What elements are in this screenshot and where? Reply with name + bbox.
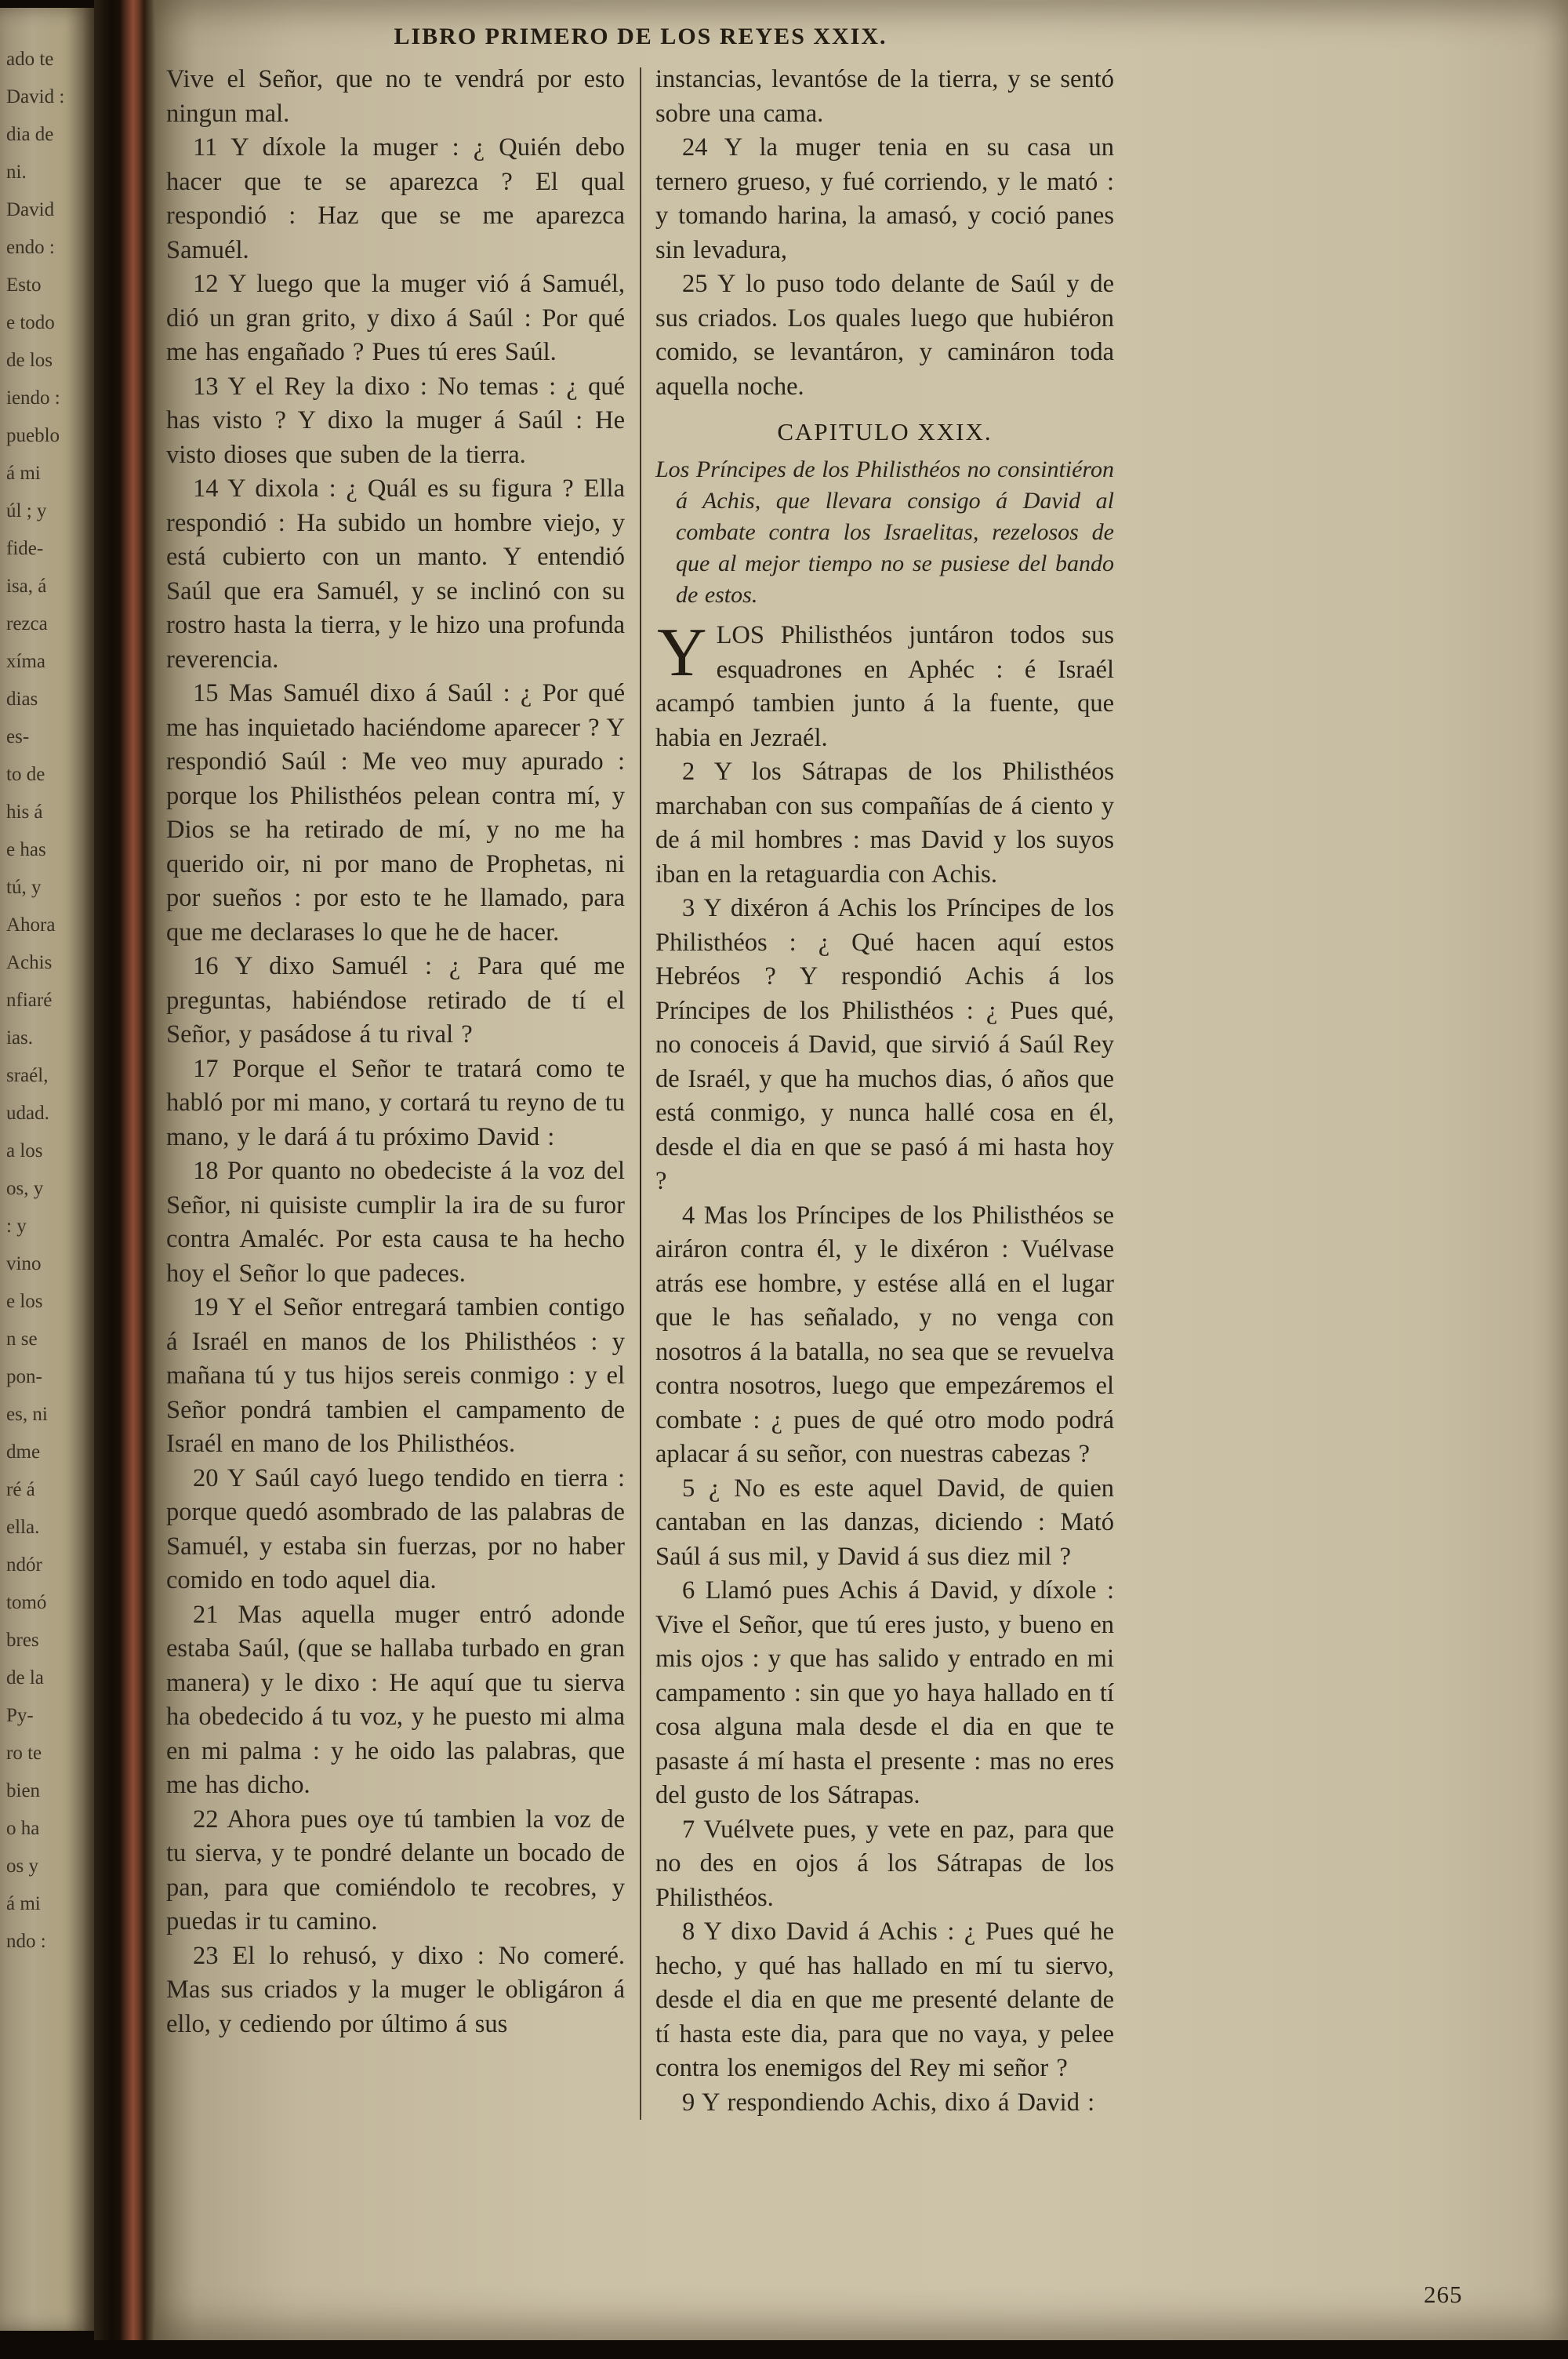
margin-line-fragment: ré á [6,1479,35,1500]
verse-paragraph: 25 Y lo puso todo delante de Saúl y de sus criados. Los quales luego que hubiéron comido, se levantáron, y camináron toda aquella noche. [655,270,1114,401]
margin-fragments [0,8,94,1961]
previous-page-edge [0,8,94,2331]
verse-paragraph: 6 Llamó pues Achis á David, y díxole : Vive el Señor, que tú eres justo, y bueno en mis ojos : y que has salido y entrado en mi campamento : sin que yo haya hallado en tí cosa alguna mala desde el dia en que te pasaste á mí hasta el presente : mas no eres del gusto de los Sátrapas. [655,1576,1114,1809]
margin-line-fragment: á mi [6,463,41,484]
margin-line-fragment: pon- [6,1366,42,1387]
verse-paragraph: 16 Y dixo Samuél : ¿ Para qué me preguntas, habiéndose retirado de tí el Señor, y pasádose á tu rival ? [166,952,625,1049]
verse-paragraph: 4 Mas los Príncipes de los Philisthéos se airáron contra él, y le dixéron : Vuélvase atrás ese hombre, y estése allá en el lugar que le has señalado, y no venga con nosotros á la batalla, no sea que se revuelva contra nosotros, luego que empezáremos el combate : ¿ pues de qué otro modo podrá aplacar á su señor, con nuestras cabezas ? [655,1201,1114,1468]
verse-paragraph: 12 Y luego que la muger vió á Samuél, dió un gran grito, y dixo á Saúl : Por qué me has engañado ? Pues tú eres Saúl. [166,270,625,366]
margin-line-fragment: Ahora [6,914,56,936]
verse-paragraph: 15 Mas Samuél dixo á Saúl : ¿ Por qué me has inquietado haciéndome aparecer ? Y respondió Saúl : Me veo muy apurado : porque los Philisthéos pelean contra mí, y Dios se ha retirado de mí, y no me ha querido oir, ni por mano de Prophetas, ni por sueños : por esto te he llamado, para que me declarases lo que he de hacer. [166,679,625,947]
verse-paragraph: 24 Y la muger tenia en su casa un ternero grueso, y fué corriendo, y le mató : y tomando harina, la amasó, y coció panes sin levadura, [655,133,1114,264]
margin-line-fragment: ro te [6,1743,42,1764]
margin-line-fragment: bres [6,1630,39,1651]
verse-paragraph: 7 Vuélvete pues, y vete en paz, para que no des en ojos á los Sátrapas de los Philisthéos. [655,1815,1114,1912]
margin-line-fragment: dias [6,689,38,710]
margin-line-fragment: ella. [6,1517,40,1538]
margin-line-fragment: tú, y [6,877,42,898]
margin-line-fragment: sraél, [6,1065,49,1086]
margin-line-fragment: es, ni [6,1404,48,1425]
verse-paragraph: 3 Y dixéron á Achis los Príncipes de los Philisthéos : ¿ Qué hacen aquí estos Hebréos ? Y respondió Achis á los Príncipes de los Philisthéos : ¿ Pues qué, no conoceis á David, que sirvió á Saúl Rey de Israél, y que ha muchos dias, ó años que está conmigo, y nunca hallé cosa en él, desde el dia en que se pasó á mi hasta hoy ? [655,894,1114,1195]
chapter-heading: CAPITULO XXIX. [777,418,993,445]
left-column [166,63,625,2120]
margin-line-fragment: a los [6,1140,43,1161]
verse-paragraph: 2 Y los Sátrapas de los Philisthéos marchaban con sus compañías de á ciento y de á mil hombres : mas David y los suyos iban en la retaguardia con Achis. [655,758,1114,889]
verse-paragraph: 19 Y el Señor entregará tambien contigo á Israél en manos de los Philisthéos : y mañana tú y tus hijos sereis conmigo : y el Señor pondrá tambien el campamento de Israél en mano de los Philisthéos. [166,1293,625,1458]
margin-line-fragment: n se [6,1329,38,1350]
margin-line-fragment: udad. [6,1103,49,1124]
margin-line-fragment: xíma [6,651,45,672]
verse-paragraph: 21 Mas aquella muger entró adonde estaba Saúl, (que se hallaba turbado en gran manera) y le dixo : He aquí que tu sierva ha obedecido á tu voz, y he puesto mi alma en mi palma : y he oido las palabras, que me has dicho. [166,1600,625,1799]
page-number: 265 [1424,2281,1463,2308]
verse-paragraph: 20 Y Saúl cayó luego tendido en tierra : porque quedó asombrado de las palabras de Samuél, y estaba sin fuerzas, por no haber comido en todo aquel dia. [166,1463,625,1594]
margin-line-fragment: tomó [6,1592,47,1613]
verse-paragraph: 13 Y el Rey la dixo : No temas : ¿ qué has visto ? Y dixo la muger á Saúl : He visto dioses que suben de la tierra. [166,372,625,469]
margin-line-fragment: dia de [6,124,54,145]
margin-line-fragment: rezca [6,613,48,634]
margin-line-fragment: o ha [6,1818,40,1839]
verse-paragraph: 14 Y dixola : ¿ Quál es su figura ? Ella respondió : Ha subido un hombre viejo, y está cubierto con un manto. Y entendió Saúl que era Samuél, y se inclinó con su rostro hasta la tierra, y le hizo una profunda reverencia. [166,474,625,674]
margin-line-fragment: ni. [6,162,27,183]
verse-paragraph: instancias, levantóse de la tierra, y se sentó sobre una cama. [655,65,1114,128]
chapter-first-verse [655,615,1114,755]
book-page [155,0,1568,2340]
margin-line-fragment: : y [6,1216,27,1237]
margin-line-fragment: ndo : [6,1931,46,1952]
margin-line-fragment: pueblo [6,425,60,446]
verse-paragraph: 17 Porque el Señor te tratará como te habló por mi mano, y cortará tu reyno de tu mano, y le dará á tu próximo David : [166,1054,625,1151]
margin-line-fragment: ias. [6,1027,34,1049]
verse-paragraph: 5 ¿ No es este aquel David, de quien cantaban en las danzas, diciendo : Mató Saúl á sus mil, y David á sus diez mil ? [655,1474,1114,1571]
margin-line-fragment: e has [6,839,46,860]
margin-line-fragment: David [6,199,55,220]
left-column-paragraphs [166,63,625,2041]
margin-line-fragment: to de [6,764,45,785]
margin-line-fragment: bien [6,1780,41,1801]
margin-line-fragment: fide- [6,538,44,559]
margin-line-fragment: endo : [6,237,55,258]
first-verse-text: LOS Philisthéos juntáron todos sus esquadrones en Aphéc : é Israél acampó tambien junto á la fuente, que habia en Jezraél. [655,621,1114,752]
margin-line-fragment: nfiaré [6,990,53,1011]
drop-cap-letter: Y [657,615,707,691]
margin-line-fragment: es- [6,726,30,747]
text-block [166,63,1115,2120]
verse-paragraph: 23 El lo rehusó, y dixo : No comeré. Mas sus criados y la muger le obligáron á ello, y cediendo por último á sus [166,1941,625,2038]
right-column [655,63,1114,2120]
margin-line-fragment: á mi [6,1893,41,1914]
margin-line-fragment: his á [6,801,43,823]
margin-line-fragment: Esto [6,274,42,296]
margin-line-fragment: ndór [6,1554,42,1576]
margin-line-fragment: e todo [6,312,55,333]
margin-line-fragment: Py- [6,1705,34,1726]
margin-line-fragment: Achis [6,952,53,973]
book-gutter [94,0,155,2340]
margin-line-fragment: ado te [6,49,54,70]
margin-line-fragment: os, y [6,1178,44,1199]
margin-line-fragment: de los [6,350,53,371]
chapter-summary: Los Príncipes de los Philisthéos no consintiéron á Achis, que llevara consigo á David al combate contra los Israelitas, rezelosos de que al mejor tiempo no se pusiese del bando de estos. [655,456,1114,608]
margin-line-fragment: dme [6,1441,41,1463]
running-header: LIBRO PRIMERO DE LOS REYES XXIX. [394,24,887,49]
margin-line-fragment: isa, á [6,576,47,597]
column-divider [640,67,641,2120]
verse-paragraph: 11 Y díxole la muger : ¿ Quién debo hacer que te se aparezca ? El qual respondió : Haz que se me aparezca Samuél. [166,133,625,264]
margin-line-fragment: de la [6,1667,44,1688]
verse-paragraph: 22 Ahora pues oye tú tambien la voz de tu sierva, y te pondré delante un bocado de pan, para que comiéndolo te recobres, y puedas ir tu camino. [166,1805,625,1936]
margin-line-fragment: úl ; y [6,500,47,522]
right-column-verses [655,755,1114,2120]
verse-paragraph: 8 Y dixo David á Achis : ¿ Pues qué he hecho, y qué has hallado en mí tu siervo, desde el dia en que me presenté delante de tí hasta este dia, para que no vaya, y pelee contra los enemigos del Rey mi señor ? [655,1917,1114,2082]
right-column-top-paragraphs [655,63,1114,404]
margin-line-fragment: os y [6,1856,38,1877]
verse-paragraph: 9 Y respondiendo Achis, dixo á David : [682,2088,1095,2117]
verse-paragraph: 18 Por quanto no obedeciste á la voz del Señor, ni quisiste cumplir la ira de su furor contra Amaléc. Por esta causa te ha hecho hoy el Señor lo que padeces. [166,1157,625,1288]
verse-paragraph: Vive el Señor, que no te vendrá por esto ningun mal. [166,65,625,128]
margin-line-fragment: David : [6,86,65,107]
margin-line-fragment: iendo : [6,387,60,409]
margin-line-fragment: e los [6,1291,43,1312]
margin-line-fragment: vino [6,1253,42,1274]
